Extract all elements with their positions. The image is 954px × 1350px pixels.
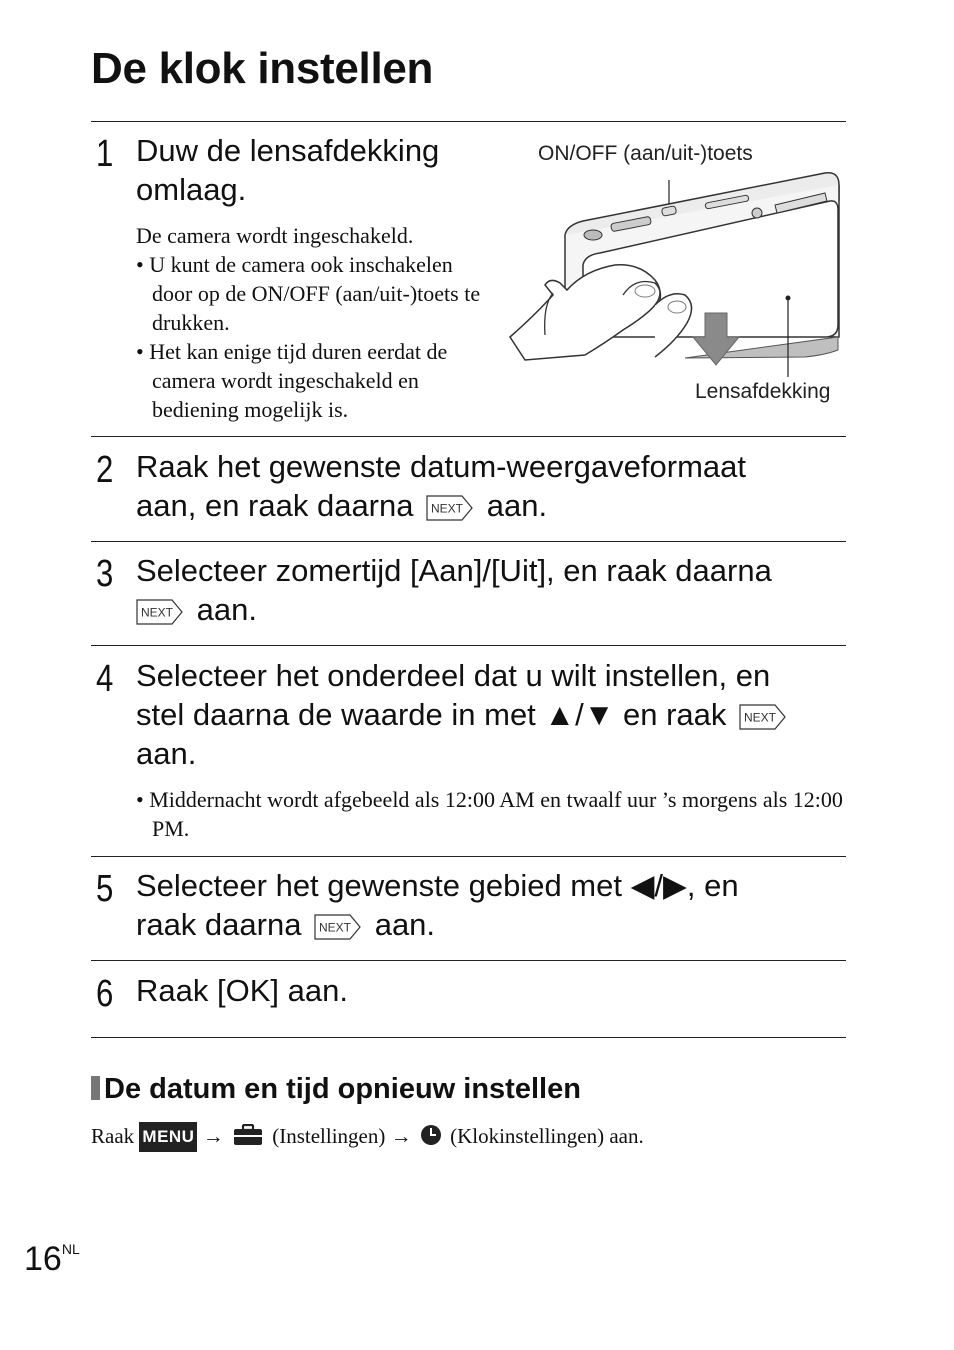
divider bbox=[91, 121, 846, 122]
step-1-notes bbox=[136, 221, 488, 424]
step-4-line-1: Selecteer het onderdeel dat u wilt instellen, en bbox=[136, 658, 771, 693]
divider bbox=[91, 436, 846, 437]
divider bbox=[91, 541, 846, 542]
camera-illustration bbox=[505, 165, 850, 380]
section-heading: De datum en tijd opnieuw instellen bbox=[91, 1073, 581, 1106]
next-icon bbox=[426, 495, 474, 521]
step-6-number: 6 bbox=[96, 973, 114, 1015]
step-1-bullet-1: • U kunt de camera ook inschakelen door op de ON/OFF (aan/uit-)toets te drukken. bbox=[136, 252, 481, 335]
step-2-line-2: aan, en raak daarna NEXT aan. bbox=[136, 488, 548, 523]
step-4-line-3: aan. bbox=[136, 736, 197, 771]
svg-text:NEXT: NEXT bbox=[319, 920, 352, 935]
step-6-text bbox=[136, 971, 348, 1010]
step-1-text bbox=[136, 131, 439, 209]
next-icon bbox=[136, 599, 184, 625]
step-4-number: 4 bbox=[96, 658, 114, 700]
next-icon bbox=[314, 914, 362, 940]
lens-cover-label: Lensafdekking bbox=[695, 380, 831, 403]
divider bbox=[91, 1037, 846, 1038]
step-2-text bbox=[136, 447, 746, 525]
step-3-text bbox=[136, 551, 772, 629]
step-1-line-2: omlaag. bbox=[136, 172, 247, 207]
step-3-number: 3 bbox=[96, 553, 114, 595]
step-5-number: 5 bbox=[96, 868, 114, 910]
step-1-line-1: Duw de lensafdekking bbox=[136, 133, 440, 168]
toolbox-icon bbox=[233, 1124, 263, 1153]
step-5-line-2: raak daarna NEXT aan. bbox=[136, 907, 436, 942]
on-off-button-label: ON/OFF (aan/uit-)toets bbox=[538, 142, 753, 165]
svg-text:NEXT: NEXT bbox=[744, 710, 777, 725]
page-number: $16^{NL}$ bbox=[24, 1240, 80, 1278]
step-4-note: • Middernacht wordt afgebeeld als 12:00 AM en twaalf uur ’s morgens als 12:00 PM. bbox=[136, 787, 843, 841]
step-4-line-2: stel daarna de waarde in met ▲/▼ en raak NEXT bbox=[136, 695, 791, 734]
step-2-line-1: Raak het gewenste datum-weergaveformaat bbox=[136, 449, 746, 484]
step-2-number: 2 bbox=[96, 449, 114, 491]
next-icon bbox=[739, 704, 787, 730]
page-title: De klok instellen bbox=[91, 44, 434, 93]
section-marker bbox=[91, 1076, 100, 1100]
menu-instruction: Raak MENU → (Instellingen) → (Klokinstellingen) aan. bbox=[91, 1122, 644, 1153]
divider bbox=[91, 856, 846, 857]
step-3-line-1: Selecteer zomertijd [Aan]/[Uit], en raak daarna bbox=[136, 553, 772, 588]
clock-icon bbox=[420, 1124, 442, 1153]
svg-text:NEXT: NEXT bbox=[141, 605, 174, 620]
step-6-line-1: Raak [OK] aan. bbox=[136, 973, 348, 1008]
svg-text:NEXT: NEXT bbox=[431, 501, 464, 516]
step-4-text bbox=[136, 656, 791, 773]
step-1-bullet-2: • Het kan enige tijd duren eerdat de camera wordt ingeschakeld en bediening mogelijk is. bbox=[136, 339, 448, 422]
menu-icon: MENU bbox=[139, 1122, 197, 1152]
divider bbox=[91, 960, 846, 961]
step-5-line-1: Selecteer het gewenste gebied met ◀/▶, en bbox=[136, 868, 739, 903]
divider bbox=[91, 645, 846, 646]
step-1-intro: De camera wordt ingeschakeld. bbox=[136, 223, 414, 248]
step-5-text bbox=[136, 866, 739, 944]
step-3-line-2: NEXT aan. bbox=[136, 590, 772, 629]
step-1-number: 1 bbox=[96, 133, 114, 175]
